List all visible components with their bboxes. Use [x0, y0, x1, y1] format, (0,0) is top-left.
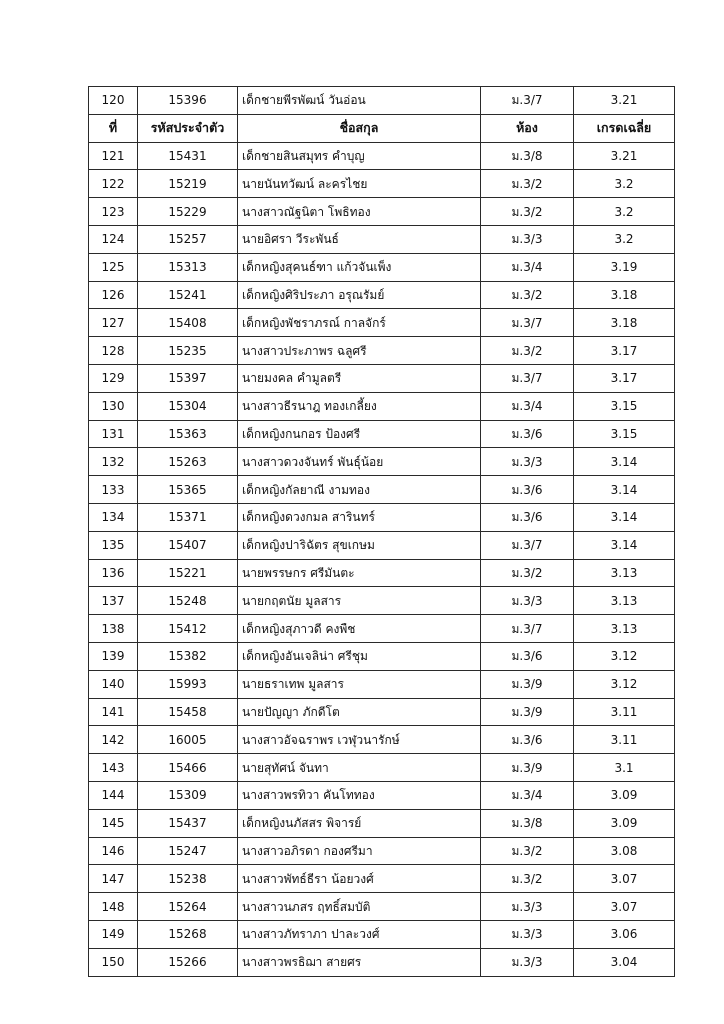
grade-average: 3.09 [574, 809, 675, 837]
student-id: 15408 [138, 309, 238, 337]
row-number: 148 [89, 893, 138, 921]
student-id: 15229 [138, 198, 238, 226]
grade-average: 3.12 [574, 670, 675, 698]
student-id: 15371 [138, 503, 238, 531]
grade-average: 3.21 [574, 87, 675, 115]
table-row [89, 392, 675, 420]
table-row [89, 781, 675, 809]
class-room: ม.3/4 [481, 781, 574, 809]
table-row [89, 448, 675, 476]
student-id: 15235 [138, 337, 238, 365]
row-number: 133 [89, 476, 138, 504]
table-row [89, 754, 675, 782]
table-row [89, 920, 675, 948]
student-name: นายพรรษกร ศรีมันตะ [238, 559, 481, 587]
grade-average: 3.2 [574, 170, 675, 198]
table-row [89, 87, 675, 115]
row-number: 130 [89, 392, 138, 420]
row-number: 124 [89, 225, 138, 253]
table-row [89, 670, 675, 698]
grade-average: 3.18 [574, 281, 675, 309]
class-room: ม.3/3 [481, 225, 574, 253]
student-name: นางสาวอัจฉราพร เวฬุวนารักษ์ [238, 726, 481, 754]
class-room: ม.3/9 [481, 670, 574, 698]
student-name: นางสาวธีรนาฎ ทองเกลี้ยง [238, 392, 481, 420]
row-number: 127 [89, 309, 138, 337]
header-gpa: เกรดเฉลี่ย [574, 114, 675, 142]
student-name: นางสาวอภิรดา กองศรีมา [238, 837, 481, 865]
grade-average: 3.06 [574, 920, 675, 948]
class-room: ม.3/2 [481, 281, 574, 309]
grade-average: 3.08 [574, 837, 675, 865]
grade-average: 3.14 [574, 503, 675, 531]
grade-average: 3.13 [574, 587, 675, 615]
grade-average: 3.15 [574, 420, 675, 448]
class-room: ม.3/2 [481, 837, 574, 865]
class-room: ม.3/7 [481, 531, 574, 559]
row-number: 141 [89, 698, 138, 726]
grade-average: 3.17 [574, 364, 675, 392]
grade-average: 3.14 [574, 531, 675, 559]
row-number: 129 [89, 364, 138, 392]
class-room: ม.3/8 [481, 142, 574, 170]
row-number: 123 [89, 198, 138, 226]
table-row [89, 420, 675, 448]
class-room: ม.3/2 [481, 559, 574, 587]
class-room: ม.3/4 [481, 253, 574, 281]
student-id: 15365 [138, 476, 238, 504]
table-row [89, 476, 675, 504]
row-number: 126 [89, 281, 138, 309]
student-name: นายนันทวัฒน์ ละครไชย [238, 170, 481, 198]
class-room: ม.3/3 [481, 948, 574, 976]
grade-average: 3.13 [574, 615, 675, 643]
header-number: ที่ [89, 114, 138, 142]
header-student-id: รหัสประจำตัว [138, 114, 238, 142]
table-row [89, 809, 675, 837]
grade-average: 3.19 [574, 253, 675, 281]
student-name: นางสาวดวงจันทร์ พันธุ์น้อย [238, 448, 481, 476]
row-number: 143 [89, 754, 138, 782]
grade-average: 3.2 [574, 225, 675, 253]
grade-average: 3.2 [574, 198, 675, 226]
student-id: 15437 [138, 809, 238, 837]
row-number: 139 [89, 642, 138, 670]
table-row [89, 337, 675, 365]
table-row [89, 559, 675, 587]
table-row [89, 142, 675, 170]
student-name: นายมงคล คำมูลตรี [238, 364, 481, 392]
student-id: 16005 [138, 726, 238, 754]
table-row [89, 837, 675, 865]
header-name: ชื่อสกุล [238, 114, 481, 142]
class-room: ม.3/2 [481, 865, 574, 893]
row-number: 138 [89, 615, 138, 643]
header-room: ห้อง [481, 114, 574, 142]
row-number: 145 [89, 809, 138, 837]
class-room: ม.3/7 [481, 309, 574, 337]
row-number: 147 [89, 865, 138, 893]
grade-average: 3.07 [574, 893, 675, 921]
student-name: นางสาวณัฐนิตา โพธิทอง [238, 198, 481, 226]
student-name: นายปัญญา ภักดีโต [238, 698, 481, 726]
student-name: เด็กหญิงสุภาวดี คงพืช [238, 615, 481, 643]
table-row [89, 948, 675, 976]
table-row [89, 364, 675, 392]
student-id: 15309 [138, 781, 238, 809]
class-room: ม.3/2 [481, 198, 574, 226]
class-room: ม.3/2 [481, 337, 574, 365]
class-room: ม.3/6 [481, 642, 574, 670]
table-body [89, 87, 675, 977]
grade-average: 3.13 [574, 559, 675, 587]
grade-average: 3.04 [574, 948, 675, 976]
grade-table [88, 86, 675, 977]
row-number: 146 [89, 837, 138, 865]
table-row [89, 309, 675, 337]
row-number: 135 [89, 531, 138, 559]
student-name: เด็กหญิงกัลยาณี งามทอง [238, 476, 481, 504]
class-room: ม.3/7 [481, 615, 574, 643]
student-id: 15266 [138, 948, 238, 976]
row-number: 132 [89, 448, 138, 476]
grade-average: 3.14 [574, 476, 675, 504]
class-room: ม.3/3 [481, 587, 574, 615]
row-number: 128 [89, 337, 138, 365]
student-id: 15304 [138, 392, 238, 420]
student-id: 15382 [138, 642, 238, 670]
grade-average: 3.1 [574, 754, 675, 782]
class-room: ม.3/9 [481, 754, 574, 782]
row-number: 136 [89, 559, 138, 587]
student-name: เด็กหญิงกนกอร ป้องศรี [238, 420, 481, 448]
grade-average: 3.12 [574, 642, 675, 670]
student-name: นายกฤตนัย มูลสาร [238, 587, 481, 615]
grade-average: 3.11 [574, 698, 675, 726]
table-row [89, 253, 675, 281]
class-room: ม.3/7 [481, 364, 574, 392]
table-row [89, 726, 675, 754]
table-row [89, 615, 675, 643]
student-id: 15407 [138, 531, 238, 559]
student-name: นายธราเทพ มูลสาร [238, 670, 481, 698]
table-row [89, 198, 675, 226]
grade-average: 3.17 [574, 337, 675, 365]
student-name: เด็กหญิงศิริประภา อรุณรัมย์ [238, 281, 481, 309]
table-row [89, 587, 675, 615]
class-room: ม.3/3 [481, 448, 574, 476]
table-row [89, 531, 675, 559]
class-room: ม.3/6 [481, 503, 574, 531]
class-room: ม.3/8 [481, 809, 574, 837]
grade-average: 3.11 [574, 726, 675, 754]
grade-average: 3.21 [574, 142, 675, 170]
student-id: 15264 [138, 893, 238, 921]
student-id: 15238 [138, 865, 238, 893]
student-id: 15313 [138, 253, 238, 281]
header-row [89, 114, 675, 142]
class-room: ม.3/4 [481, 392, 574, 420]
student-name: นางสาวพัทธ์ธีรา น้อยวงศ์ [238, 865, 481, 893]
class-room: ม.3/6 [481, 420, 574, 448]
student-id: 15431 [138, 142, 238, 170]
grade-average: 3.14 [574, 448, 675, 476]
student-name: เด็กหญิงพัชราภรณ์ กาลจักร์ [238, 309, 481, 337]
student-name: นางสาวประภาพร ฉลูศรี [238, 337, 481, 365]
table-row [89, 698, 675, 726]
grade-average: 3.18 [574, 309, 675, 337]
student-id: 15263 [138, 448, 238, 476]
student-id: 15466 [138, 754, 238, 782]
row-number: 121 [89, 142, 138, 170]
row-number: 131 [89, 420, 138, 448]
row-number: 149 [89, 920, 138, 948]
table-row [89, 642, 675, 670]
class-room: ม.3/7 [481, 87, 574, 115]
student-id: 15241 [138, 281, 238, 309]
student-id: 15247 [138, 837, 238, 865]
student-name: เด็กหญิงนภัสสร พิจารย์ [238, 809, 481, 837]
table-row [89, 281, 675, 309]
class-room: ม.3/3 [481, 893, 574, 921]
row-number: 120 [89, 87, 138, 115]
grade-average: 3.15 [574, 392, 675, 420]
student-name: นางสาวนภสร ฤทธิ์สมบัติ [238, 893, 481, 921]
grade-average: 3.07 [574, 865, 675, 893]
student-name: นายสุทัศน์ จันทา [238, 754, 481, 782]
student-name: นางสาวพรทิวา คันโททอง [238, 781, 481, 809]
row-number: 125 [89, 253, 138, 281]
class-room: ม.3/3 [481, 920, 574, 948]
table-row [89, 865, 675, 893]
student-name: เด็กชายพีรพัฒน์ วันอ่อน [238, 87, 481, 115]
student-id: 15268 [138, 920, 238, 948]
row-number: 134 [89, 503, 138, 531]
student-name: เด็กหญิงอันเจลิน่า ศรีชุม [238, 642, 481, 670]
student-name: นางสาวภัทราภา ปาละวงศ์ [238, 920, 481, 948]
grade-average: 3.09 [574, 781, 675, 809]
table-row [89, 503, 675, 531]
student-id: 15412 [138, 615, 238, 643]
student-name: นางสาวพรธิฌา สายศร [238, 948, 481, 976]
row-number: 140 [89, 670, 138, 698]
student-id: 15458 [138, 698, 238, 726]
table-row [89, 170, 675, 198]
class-room: ม.3/9 [481, 698, 574, 726]
row-number: 150 [89, 948, 138, 976]
row-number: 122 [89, 170, 138, 198]
student-id: 15993 [138, 670, 238, 698]
student-id: 15396 [138, 87, 238, 115]
student-name: เด็กหญิงสุคนธ์ฑา แก้วจันเพ็ง [238, 253, 481, 281]
table-row [89, 893, 675, 921]
row-number: 137 [89, 587, 138, 615]
class-room: ม.3/2 [481, 170, 574, 198]
student-id: 15221 [138, 559, 238, 587]
student-id: 15397 [138, 364, 238, 392]
student-name: นายอิศรา วีระพันธ์ [238, 225, 481, 253]
table-row [89, 225, 675, 253]
class-room: ม.3/6 [481, 726, 574, 754]
student-id: 15219 [138, 170, 238, 198]
student-name: เด็กหญิงปาริฉัตร สุขเกษม [238, 531, 481, 559]
class-room: ม.3/6 [481, 476, 574, 504]
student-name: เด็กหญิงดวงกมล สารินทร์ [238, 503, 481, 531]
student-id: 15363 [138, 420, 238, 448]
row-number: 144 [89, 781, 138, 809]
student-id: 15248 [138, 587, 238, 615]
row-number: 142 [89, 726, 138, 754]
student-id: 15257 [138, 225, 238, 253]
student-name: เด็กชายสินสมุทร คำบุญ [238, 142, 481, 170]
